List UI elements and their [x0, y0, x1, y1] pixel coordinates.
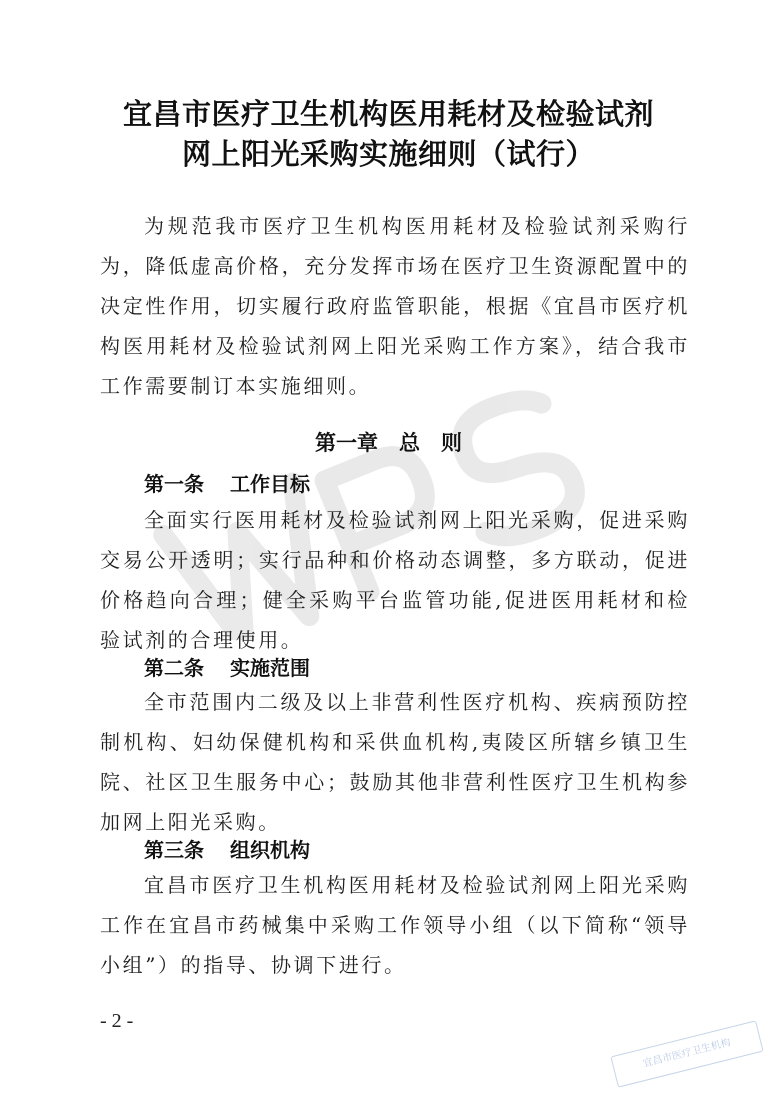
document-title-line-1: 宜昌市医疗卫生机构医用耗材及检验试剂 — [122, 97, 654, 131]
intro-paragraph: 为规范我市医疗卫生机构医用耗材及检验试剂采购行为，降低虚高价格，充分发挥市场在医疗卫生资源配置中的决定性作用，切实履行政府监管职能，根据《宜昌市医疗机构医用耗材及检验试剂网上阳光采购工作方案》，结合我市工作需要制订本实施细则。 — [100, 214, 690, 398]
article-1-number: 第一条 — [144, 472, 204, 496]
article-3-heading — [144, 834, 310, 863]
article-2-number: 第二条 — [144, 656, 204, 680]
article-1-title: 工作目标 — [230, 472, 310, 496]
article-3-title: 组织机构 — [230, 838, 310, 862]
article-3-number: 第三条 — [144, 838, 204, 862]
page-number: - 2 - — [100, 1010, 134, 1032]
article-2-heading — [144, 652, 310, 681]
article-2-title: 实施范围 — [230, 656, 310, 680]
article-2-paragraph: 全市范围内二级及以上非营利性医疗机构、疾病预防控制机构、妇幼保健机构和采供血机构,夷陵区所辖乡镇卫生院、社区卫生服务中心；鼓励其他非营利性医疗卫生机构参加网上阳光采购。 — [100, 690, 690, 834]
article-1-heading — [144, 468, 310, 497]
source-stamp: 宜昌市医疗卫生机构 — [610, 1020, 763, 1087]
document-title-line-2: 网上阳光采购实施细则（试行） — [181, 137, 595, 171]
article-1-paragraph: 全面实行医用耗材及检验试剂网上阳光采购，促进采购交易公开透明；实行品种和价格动态调整，多方联动，促进价格趋向合理；健全采购平台监管功能,促进医用耗材和检验试剂的合理使用。 — [100, 508, 690, 652]
article-3-paragraph: 宜昌市医疗卫生机构医用耗材及检验试剂网上阳光采购工作在宜昌市药械集中采购工作领导小组（以下简称“领导小组”）的指导、协调下进行。 — [100, 873, 690, 977]
chapter-heading: 第一章 总 则 — [315, 431, 462, 455]
